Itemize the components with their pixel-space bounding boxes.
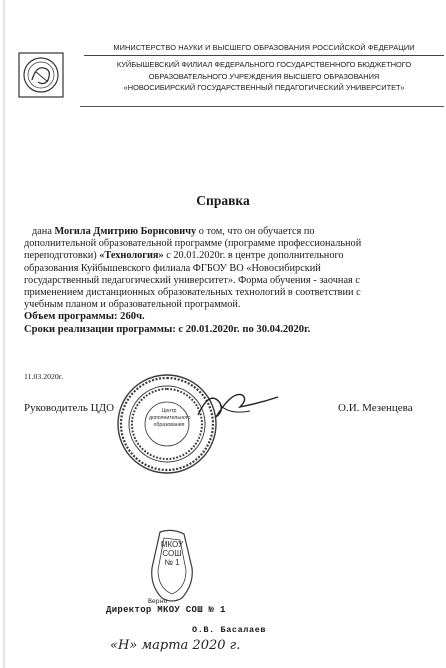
signer-name: О.И. Мезенцева <box>338 402 413 414</box>
program-name: «Технология» <box>99 250 164 262</box>
letterhead <box>14 40 444 108</box>
signer-role: Руководитель ЦДО <box>24 402 115 414</box>
branch-line-3: «НОВОСИБИРСКИЙ ГОСУДАРСТВЕННЫЙ ПЕДАГОГИЧЕСКИЙ УНИВЕРСИТЕТ» <box>123 83 405 92</box>
stamp-text: Центр <box>161 408 177 414</box>
branch-line-2: ОБРАЗОВАТЕЛЬНОГО УЧРЕЖДЕНИЯ ВЫСШЕГО ОБРАЗОВАНИЯ <box>148 71 380 81</box>
body-text: переподготовки) <box>24 250 100 262</box>
body-text: дана <box>32 226 55 237</box>
certificate-body <box>24 226 444 336</box>
body-text: о том, что он обучается по <box>196 226 315 237</box>
body-text: с 20.01.2020г. в центре дополнительного <box>163 250 344 262</box>
body-line-2: дополнительной образовательной программе (программе профессиональной <box>24 238 362 250</box>
body-line-4: образования Куйбышевского филиала ФГБОУ ВО «Новосибирский <box>24 262 321 274</box>
stamp-text: № 1 <box>164 558 180 567</box>
stamp-text: СОШ <box>162 549 182 558</box>
student-name: Могила Дмитрию Борисовичу <box>54 226 197 237</box>
stamp-text: МКОУ <box>160 540 184 549</box>
stamp-text: образования <box>153 422 185 428</box>
ministry-line: МИНИСТЕРСТВО НАУКИ И ВЫСШЕГО ОБРАЗОВАНИЯ РОССИЙСКОЙ ФЕДЕРАЦИИ <box>84 40 444 56</box>
stamp-center-text <box>149 408 189 429</box>
body-line-5: государственный педагогический университет». Форма обучения - заочная с <box>24 274 360 286</box>
handwritten-signature <box>190 385 285 425</box>
stamp-text: дополнительного <box>149 415 191 421</box>
body-line-6: применением дистанционных образовательных технологий в соответствии с <box>24 287 361 299</box>
issue-date: 11.03.2020г. <box>24 372 64 381</box>
director-line: Директор МКОУ СОШ № 1 <box>106 605 226 615</box>
branch-line-1: КУЙБЫШЕВСКИЙ ФИЛИАЛ ФЕДЕРАЛЬНОГО ГОСУДАРСТВЕННОГО БЮДЖЕТНОГО <box>116 60 412 69</box>
document-title: Справка <box>196 193 250 208</box>
header-divider <box>80 106 444 107</box>
university-logo-icon <box>18 52 64 98</box>
program-period: Сроки реализации программы: с 20.01.2020г. по 30.04.2020г. <box>24 323 311 335</box>
scan-edge <box>3 0 6 668</box>
handwritten-date: «Н» марта 2020 г. <box>110 638 241 653</box>
verno-label: Верно <box>148 598 168 605</box>
body-line-7: учебным планом и образовательной программой. <box>24 299 241 311</box>
body-line-1 <box>24 226 444 238</box>
program-volume: Объем программы: 260ч. <box>24 311 145 323</box>
director-name: О.В. Басалаев <box>192 625 267 635</box>
school-stamp-text <box>156 540 188 567</box>
body-line-3 <box>24 250 444 262</box>
